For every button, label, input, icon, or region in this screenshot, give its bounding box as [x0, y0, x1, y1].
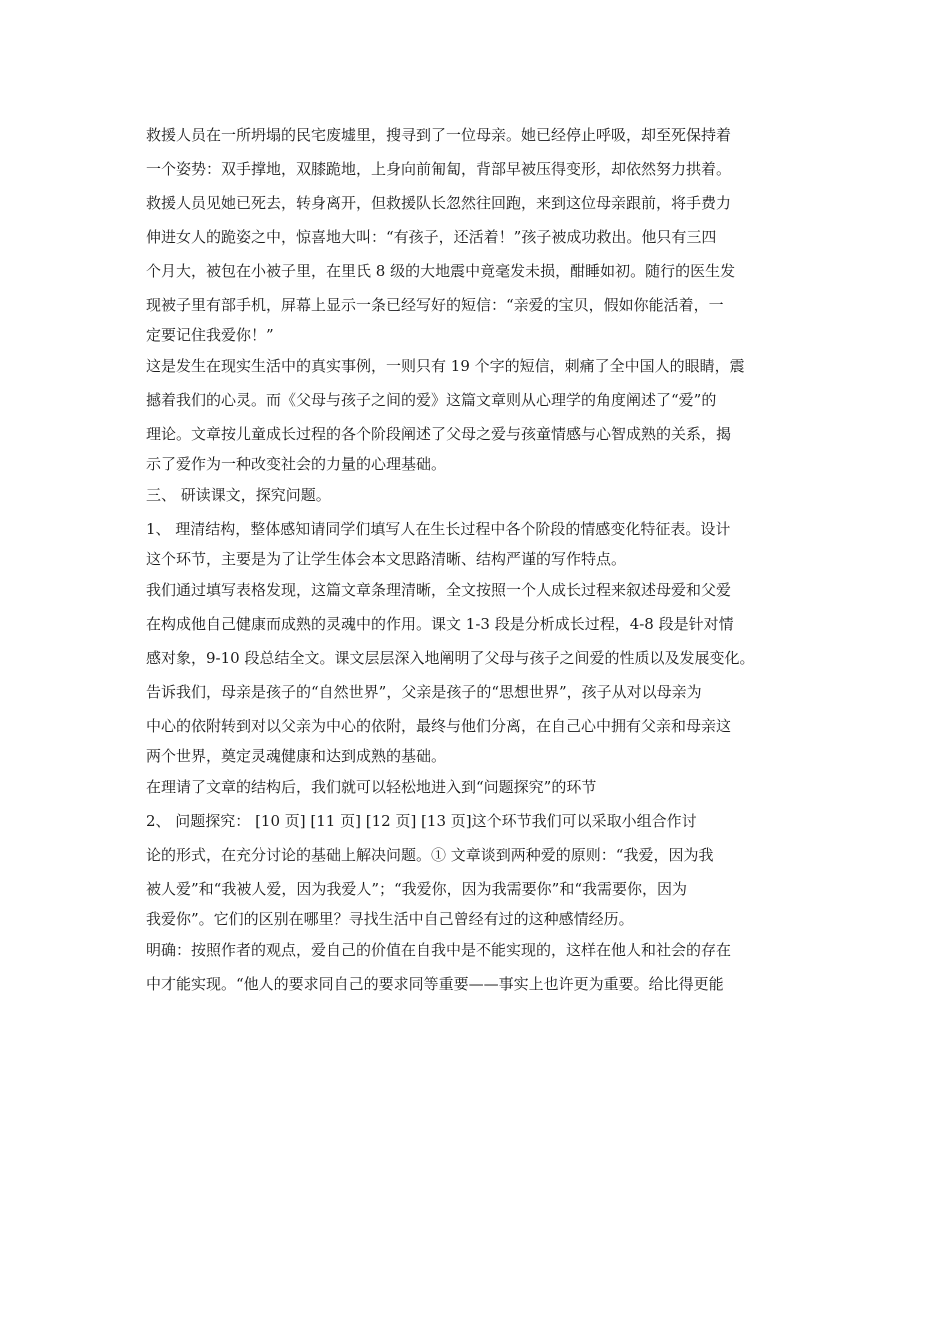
- text-line: 告诉我们，母亲是孩子的“自然世界”，父亲是孩子的“思想世界”，孩子从对以母亲为: [146, 683, 702, 701]
- text-line: 救援人员在一所坍塌的民宅废墟里，搜寻到了一位母亲。她已经停止呼吸，却至死保持着: [146, 126, 732, 144]
- text-line: 定要记住我爱你！”: [146, 326, 274, 344]
- text-line: 救援人员见她已死去，转身离开，但救援队长忽然往回跑，来到这位母亲跟前，将手费力: [146, 194, 732, 212]
- text-line: 1、 理清结构，整体感知请同学们填写人在生长过程中各个阶段的情感变化特征表。设计: [146, 520, 731, 538]
- section-heading: 三、 研读课文，探究问题。: [146, 486, 331, 504]
- body-text: [146, 118, 810, 1001]
- text-line: 示了爱作为一种改变社会的力量的心理基础。: [146, 455, 447, 473]
- text-line: 理论。文章按儿童成长过程的各个阶段阐述了父母之爱与孩童情感与心智成熟的关系，揭: [146, 425, 732, 443]
- text-line: 个月大，被包在小被子里，在里氏 8 级的大地震中竟毫发未损，酣睡如初。随行的医生发: [146, 262, 736, 280]
- text-line: 论的形式，在充分讨论的基础上解决问题。① 文章谈到两种爱的原则：“我爱，因为我: [146, 846, 714, 864]
- text-line: 在理请了文章的结构后，我们就可以轻松地进入到“问题探究”的环节: [146, 778, 597, 796]
- text-line: 明确：按照作者的观点，爱自己的价值在自我中是不能实现的，这样在他人和社会的存在: [146, 941, 732, 959]
- text-line: 现被子里有部手机，屏幕上显示一条已经写好的短信：“亲爱的宝贝，假如你能活着，一: [146, 296, 724, 314]
- text-line: 中才能实现。“他人的要求同自己的要求同等重要——事实上也许更为重要。给比得更能: [146, 975, 724, 993]
- text-line: 被人爱”和“我被人爱，因为我爱人”；“我爱你，因为我需要你”和“我需要你，因为: [146, 880, 688, 898]
- text-line: 这个环节，主要是为了让学生体会本文思路清晰、结构严谨的写作特点。: [146, 550, 627, 568]
- text-line: 2、 问题探究： [10 页] [11 页] [12 页] [13 页]这个环节我们可以采取小组合作讨: [146, 812, 697, 830]
- text-line: 伸进女人的跪姿之中，惊喜地大叫：“有孩子，还活着！”孩子被成功救出。他只有三四: [146, 228, 717, 246]
- text-line: 一个姿势：双手撑地，双膝跪地，上身向前匍匐，背部早被压得变形，却依然努力拱着。: [146, 160, 732, 178]
- text-line: 我爱你”。它们的区别在哪里？寻找生活中自己曾经有过的这种感情经历。: [146, 910, 634, 928]
- text-line: 撼着我们的心灵。而《父母与孩子之间的爱》这篇文章则从心理学的角度阐述了“爱”的: [146, 391, 717, 409]
- text-line: 这是发生在现实生活中的真实事例，一则只有 19 个字的短信，刺痛了全中国人的眼睛，震: [146, 357, 745, 375]
- text-line: 我们通过填写表格发现，这篇文章条理清晰，全文按照一个人成长过程来叙述母爱和父爱: [146, 581, 732, 599]
- text-line: 感对象，9-10 段总结全文。课文层层深入地阐明了父母与孩子之间爱的性质以及发展变化。: [146, 649, 755, 667]
- text-line: 中心的依附转到对以父亲为中心的依附，最终与他们分离，在自己心中拥有父亲和母亲这: [146, 717, 732, 735]
- text-line: 在构成他自己健康而成熟的灵魂中的作用。课文 1-3 段是分析成长过程，4-8 段是针对情: [146, 615, 734, 633]
- text-line: 两个世界，奠定灵魂健康和达到成熟的基础。: [146, 747, 447, 765]
